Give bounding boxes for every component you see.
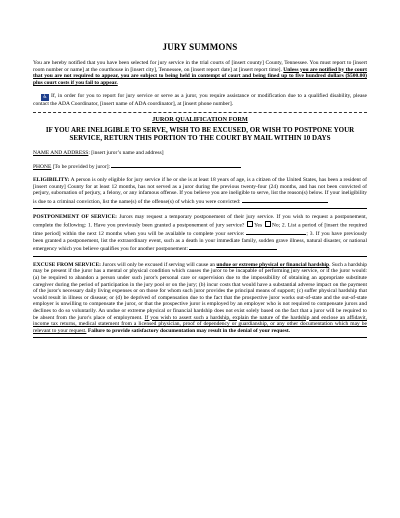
eligibility-heading: ELIGIBILITY:	[33, 176, 70, 183]
no-checkbox[interactable]	[265, 221, 271, 227]
postponement-text-a: Jurors may request a temporary postponement of their jury service. If you wish to request a postponement, complete the following: 1. Have you previously been granted a postponement of jury service?	[33, 214, 367, 229]
ada-paragraph	[33, 93, 367, 108]
postponement-text-b: ; 2. List a period of [insert the required time period] within the next 12 months when you will be available to complete your service:	[33, 222, 367, 238]
name-address-value: : [insert juror’s name and address]	[88, 149, 164, 156]
no-label: No	[271, 222, 279, 229]
excuse-failure-warning: Failure to provide satisfactory documentation may result in the denial of your request.	[87, 327, 291, 334]
page-title: JURY SUMMONS	[162, 42, 238, 52]
excuse-answer-line[interactable]	[33, 334, 367, 338]
phone-field	[33, 162, 367, 171]
yes-checkbox[interactable]	[247, 221, 253, 227]
availability-input-line[interactable]	[246, 229, 306, 235]
phone-input-line[interactable]	[111, 162, 241, 168]
name-address-field	[33, 150, 367, 157]
postponement-answer-line[interactable]	[33, 253, 367, 257]
eligibility-text: A person is only eligible for jury service if he or she is at least 18 years of age, is a citizen of the United States, has been a resident of [insert county] County for at least 12 months, has not served as a juror during the previous twenty-four (24) months, and has not been convicted of perjury, subornation of perjury, a felony, or any infamous offense. If you believe you are ineligible to serve, list the reason(s) below. If your ineligibility is due to a criminal conviction, list the name(s) of the offense(s) of which you were convicted:	[33, 176, 367, 205]
eligibility-answer-line[interactable]	[33, 205, 367, 209]
excuse-text-a: Jurors will only be excused if serving will cause an	[100, 261, 217, 268]
name-address-label: NAME AND ADDRESS	[33, 149, 89, 156]
phone-label: PHONE	[33, 164, 52, 171]
postponement-heading: POSTPONEMENT OF SERVICE:	[33, 214, 117, 221]
return-instruction-banner: IF YOU ARE INELIGIBLE TO SERVE, WISH TO BE EXCUSED, OR WISH TO POSTPONE YOUR SERVICE, RETURN THIS PORTION TO THE COURT BY MAIL WITHIN 10 DAYS	[45, 125, 355, 143]
intro-paragraph	[33, 60, 367, 86]
ada-text: If, in order for you to report for jury service or serve as a juror, you require assistance or modification due to a qualified disability, please contact the ADA Coordinator, [insert name of ADA coordinator], at [insert phone number].	[33, 93, 367, 108]
postponement-text-c: ; 3. If you have previously been granted a postponement, list the extraordinary event, such as a death in your immediate family, sudden grave illness, natural disaster, or national emergency which you believe qualifies you for another postponement:	[33, 231, 367, 253]
conviction-input-line[interactable]	[242, 197, 328, 203]
excuse-section	[33, 262, 367, 335]
eligibility-section	[33, 177, 367, 205]
postponement-section	[33, 214, 367, 252]
hardship-term: undue or extreme physical or financial hardship	[216, 261, 330, 268]
wheelchair-icon: ♿	[42, 94, 48, 101]
intro-text: You are hereby notified that you have been selected for jury service in the trial courts of [insert county] County, Tennessee. You must report to [insert room number or name] at the courthouse in [insert city], Tennessee, on [insert report date] at [insert report time].	[33, 60, 367, 73]
cut-line	[33, 112, 367, 113]
excuse-text-b: . Such a hardship may be present if the juror has a mental or physical condition which causes the juror to be incapable of performing jury service, or if the juror would: (a) be required to abandon a person under such juror's personal care or supervision due to the impossibility of obtaining an appropriate substitute caregiver during the period of participation in the jury pool or on the jury; (b) incur costs that would have a substantial adverse impact on the payment of the juror's necessary daily living expenses or on those for whom such juror provides the principal means of support; (c) suffer physical hardship that would result in illness or disease; or (d) be deprived of compensation due to the fact that the prospective juror works out-of-state and the out-of-state employer is unwilling to compensate the juror, or that the prospective juror is employed by an employer who is not required to compensate jurors and declines to do so voluntarily. An undue or extreme physical or financial hardship does not exist solely based on the fact that a juror will be required to be absent from the juror's place of employment.	[33, 261, 368, 321]
yes-label: Yes	[254, 222, 263, 229]
excuse-heading: EXCUSE FROM SERVICE:	[33, 261, 101, 268]
form-title: JUROR QUALIFICATION FORM	[152, 115, 248, 123]
intro-warning: Unless you are notified by the court that you are not required to appear, you are subject to being held in contempt of court and being fined up to five hundred dollars ($500.00) plus court costs if you fail to appear.	[33, 66, 367, 86]
phone-value: [To be provided by juror]:	[51, 164, 112, 171]
excuse-instruction: If you wish to assert such a hardship, explain the nature of the hardship and enclose an affidavit, income tax returns, medical statement from a licensed physician, proof of dependency or guardianship, or any other documentation which may be relevant to your request.	[33, 314, 367, 334]
event-input-line[interactable]	[189, 244, 277, 250]
